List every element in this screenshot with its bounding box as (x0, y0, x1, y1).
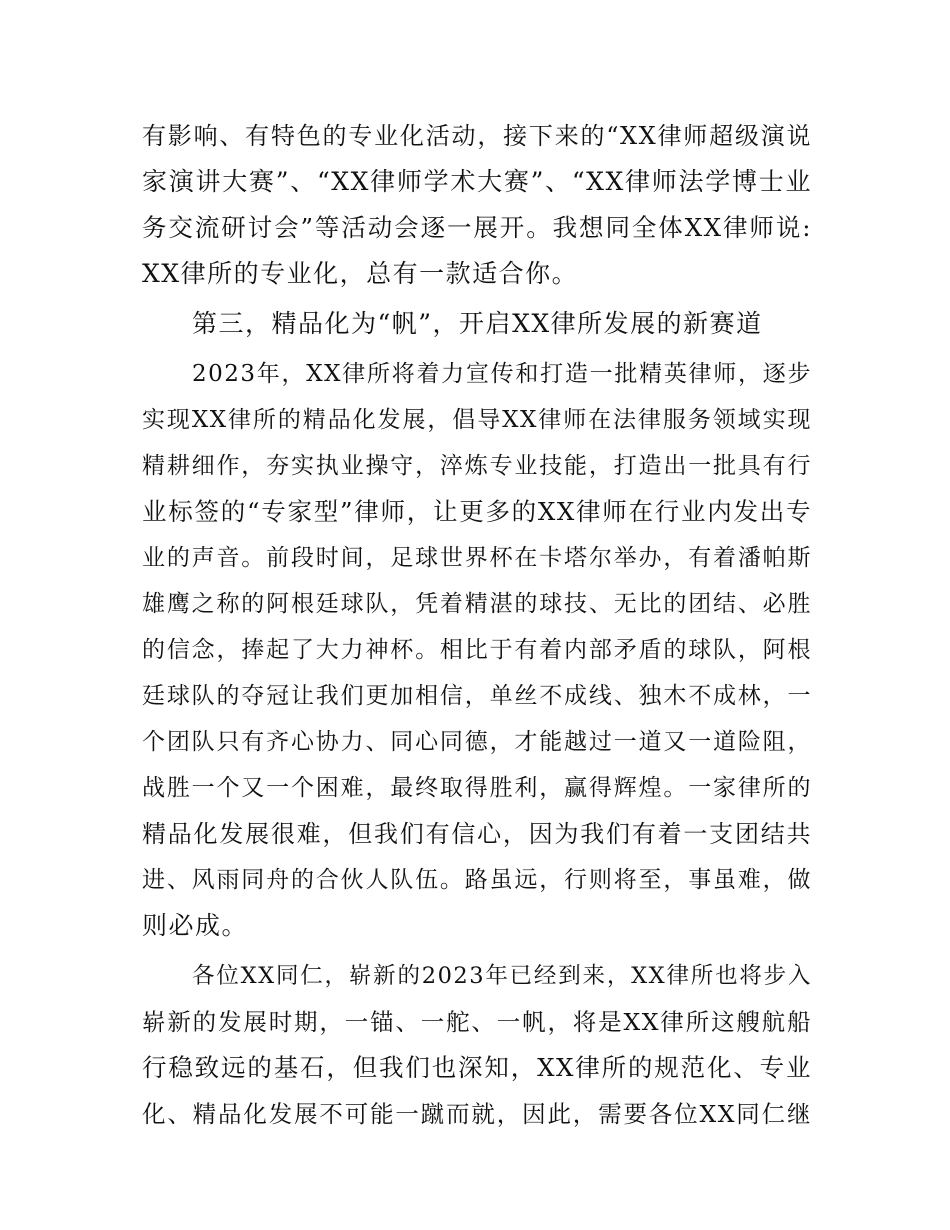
paragraph-line: 则必成。 (142, 911, 249, 940)
section-heading: 第三，精品化为“帆”，开启XX律所发展的新赛道 (192, 309, 763, 338)
paragraph-line: 化、精品化发展不可能一蹴而就，因此，需要各位XX同仁继 (142, 1100, 812, 1128)
paragraph-line: 2023年，XX律所将着力宣传和打造一批精英律师，逐步 (192, 361, 812, 387)
paragraph-line: 战胜一个又一个困难，最终取得胜利，赢得辉煌。一家律所的 (142, 775, 812, 801)
paragraph-line: XX律所的专业化，总有一款适合你。 (142, 259, 579, 288)
paragraph-line: 有影响、有特色的专业化活动，接下来的“XX律师超级演说 (142, 122, 812, 150)
paragraph-line: 个团队只有齐心协力、同心同德，才能越过一道又一道险阻， (142, 729, 812, 755)
paragraph-line: 进、风雨同舟的合伙人队伍。路虽远，行则将至，事虽难，做 (142, 867, 812, 893)
paragraph-line: 精品化发展很难，但我们有信心，因为我们有着一支团结共 (142, 820, 812, 848)
paragraph-line: 的信念，捧起了大力神杯。相比于有着内部矛盾的球队，阿根 (142, 637, 812, 663)
paragraph-line: 各位XX同仁，崭新的2023年已经到来，XX律所也将步入 (192, 963, 812, 989)
paragraph-line: 行稳致远的基石，但我们也深知，XX律所的规范化、专业 (142, 1053, 812, 1082)
paragraph-line: 雄鹰之称的阿根廷球队，凭着精湛的球技、无比的团结、必胜 (142, 591, 812, 617)
paragraph-line: 廷球队的夺冠让我们更加相信，单丝不成线、独木不成林，一 (142, 683, 812, 709)
paragraph-line: 家演讲大赛”、“XX律师学术大赛”、“XX律师法学博士业 (142, 167, 812, 196)
paragraph-line: 务交流研讨会”等活动会逐一展开。我想同全体XX律师说: (142, 213, 812, 242)
paragraph-line: 业标签的“专家型”律师，让更多的XX律师在行业内发出专 (142, 497, 812, 526)
paragraph-line: 精耕细作，夯实执业操守，淬炼专业技能，打造出一批具有行 (142, 453, 812, 479)
paragraph-line: 实现XX律所的精品化发展，倡导XX律师在法律服务领域实现 (142, 407, 812, 433)
paragraph-line: 崭新的发展时期，一锚、一舵、一帆，将是XX律所这艘航船 (142, 1008, 812, 1036)
paragraph-line: 业的声音。前段时间，足球世界杯在卡塔尔举办，有着潘帕斯 (142, 545, 812, 571)
